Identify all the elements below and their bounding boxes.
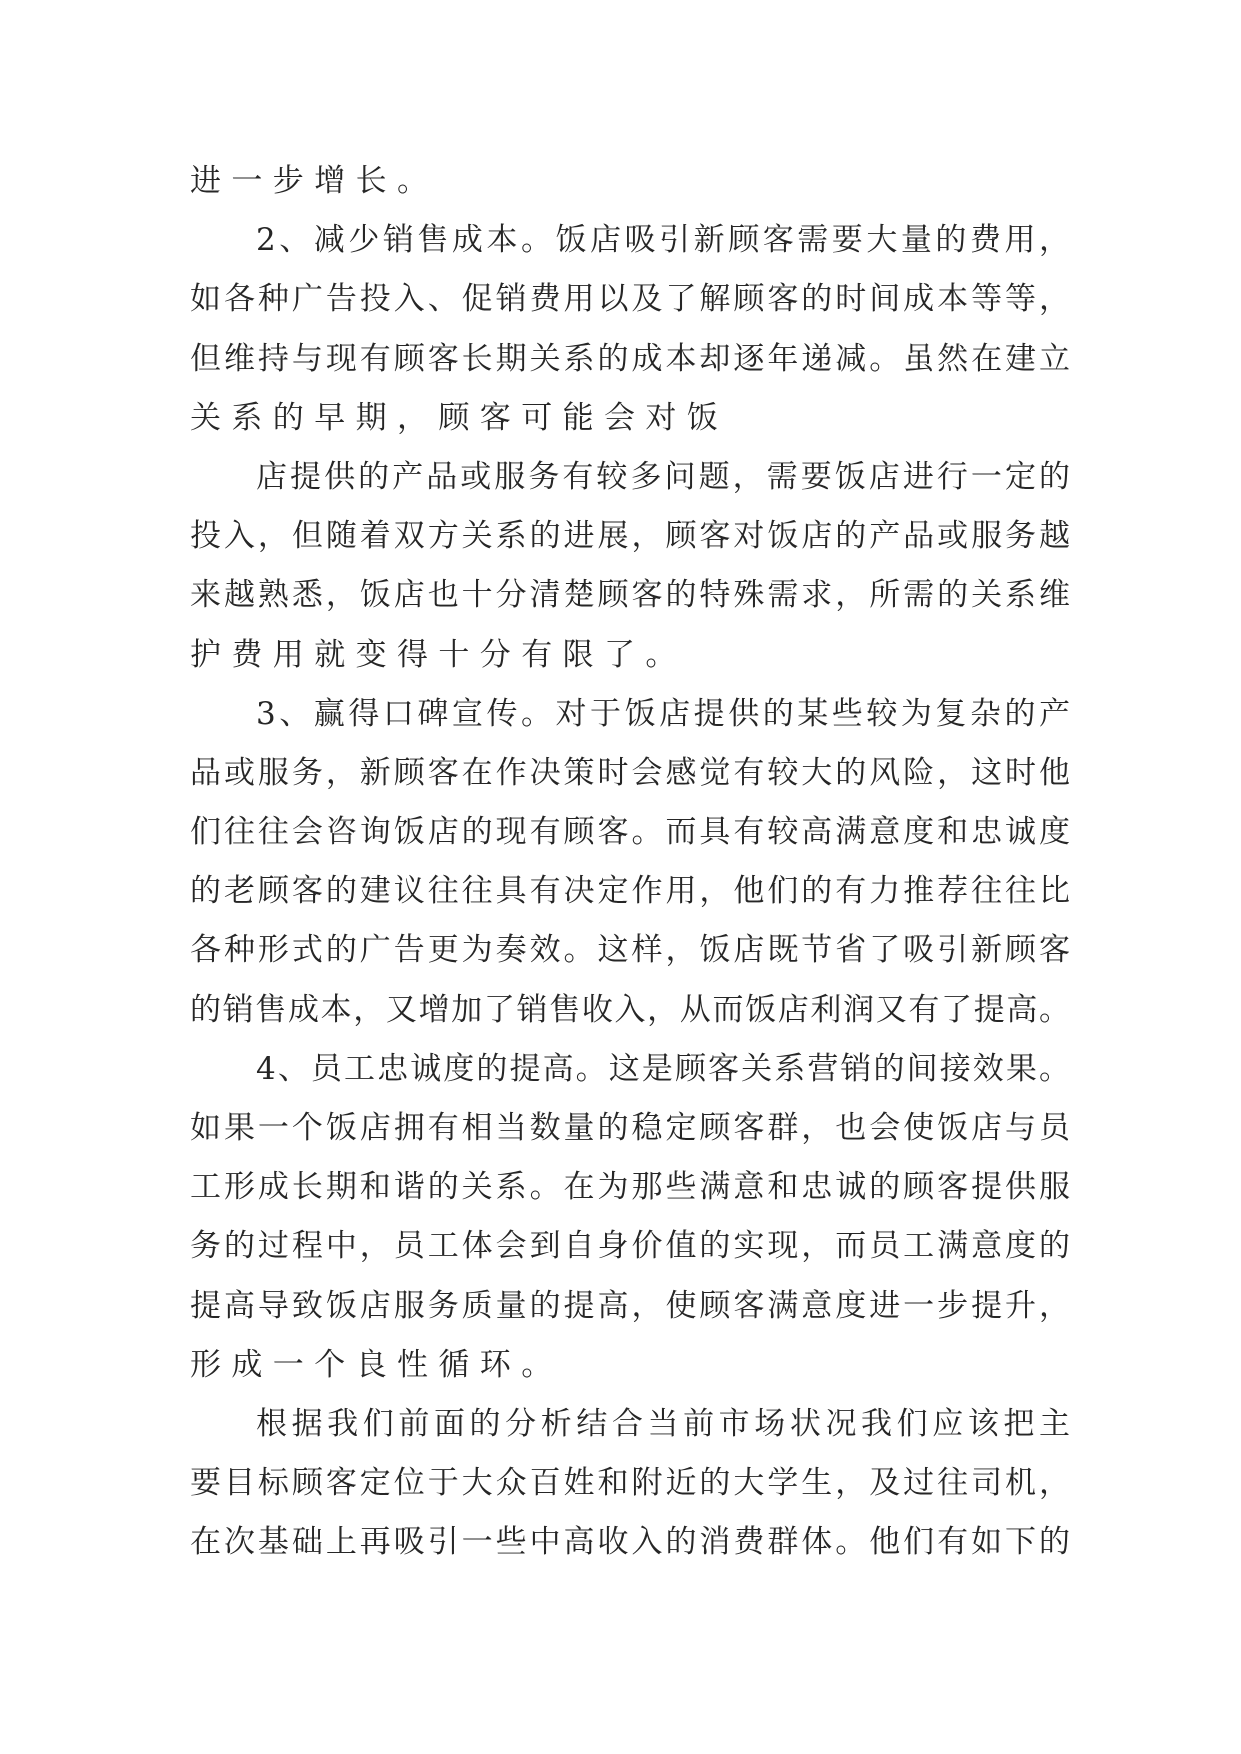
text-line: 的销售成本，又增加了销售收入，从而饭店利润又有了提高。 bbox=[190, 991, 1070, 1028]
text-line: 工形成长期和谐的关系。在为那些满意和忠诚的顾客提供服 bbox=[190, 1169, 1070, 1206]
text-line: 提高导致饭店服务质量的提高，使顾客满意度进一步提升， bbox=[190, 1287, 1070, 1324]
text-line: 各种形式的广告更为奏效。这样，饭店既节省了吸引新顾客 bbox=[190, 932, 1070, 969]
text-line: 店提供的产品或服务有较多问题，需要饭店进行一定的 bbox=[256, 458, 1070, 495]
text-line: 如各种广告投入、促销费用以及了解顾客的时间成本等等， bbox=[190, 281, 1070, 318]
text-line: 3、赢得口碑宣传。对于饭店提供的某些较为复杂的产 bbox=[256, 695, 1070, 732]
text-line: 务的过程中，员工体会到自身价值的实现，而员工满意度的 bbox=[190, 1228, 1070, 1265]
text-line: 们往往会咨询饭店的现有顾客。而具有较高满意度和忠诚度 bbox=[190, 814, 1070, 851]
text-line: 的老顾客的建议往往具有决定作用，他们的有力推荐往往比 bbox=[190, 873, 1070, 910]
text-line: 护费用就变得十分有限了。 bbox=[190, 636, 687, 673]
text-line: 如果一个饭店拥有相当数量的稳定顾客群，也会使饭店与员 bbox=[190, 1110, 1070, 1146]
text-line: 进一步增长。 bbox=[190, 163, 439, 199]
text-line: 2、减少销售成本。饭店吸引新顾客需要大量的费用， bbox=[256, 222, 1070, 259]
text-line: 要目标顾客定位于大众百姓和附近的大学生，及过往司机， bbox=[190, 1465, 1070, 1502]
text-line: 形成一个良性循环。 bbox=[190, 1346, 563, 1383]
text-line: 关系的早期，顾客可能会对饭 bbox=[190, 399, 729, 436]
text-line: 根据我们前面的分析结合当前市场状况我们应该把主 bbox=[256, 1405, 1070, 1442]
text-line: 在次基础上再吸引一些中高收入的消费群体。他们有如下的 bbox=[190, 1524, 1070, 1561]
body-text bbox=[190, 152, 1070, 1573]
text-line: 4、员工忠诚度的提高。这是顾客关系营销的间接效果。 bbox=[256, 1050, 1070, 1087]
text-line: 投入，但随着双方关系的进展，顾客对饭店的产品或服务越 bbox=[190, 518, 1070, 555]
text-line: 来越熟悉，饭店也十分清楚顾客的特殊需求，所需的关系维 bbox=[190, 577, 1070, 614]
text-line: 但维持与现有顾客长期关系的成本却逐年递减。虽然在建立 bbox=[190, 340, 1070, 377]
text-line: 品或服务，新顾客在作决策时会感觉有较大的风险，这时他 bbox=[190, 754, 1070, 791]
